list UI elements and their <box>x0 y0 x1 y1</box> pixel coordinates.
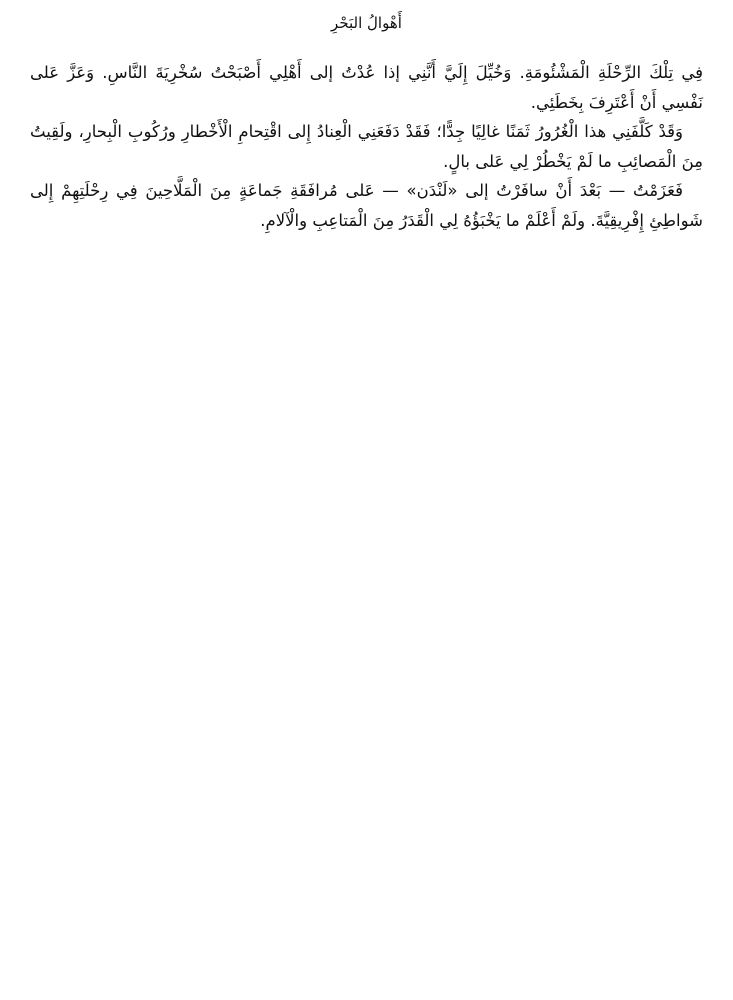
page-title: أَهْوالُ البَحْرِ <box>331 14 402 32</box>
paragraph-3: فَعَزَمْتُ — بَعْدَ أَنْ سافَرْتُ إلى «لَنْدَن» — عَلى مُرافَقَةِ جَماعَةٍ مِنَ الْمَلَّاحِينَ فِي رِحْلَتِهِمْ إِلى شَواطِئِ إِفْرِيقِيَّةَ. ولَمْ أَعْلَمْ ما يَخْبَؤُهُ لِي الْقَدَرُ مِنَ الْمَتاعِبِ والْآلامِ. <box>30 181 703 230</box>
paragraph-1: فِي تِلْكَ الرِّحْلَةِ الْمَشْئُومَةِ. وَخُيِّلَ إِلَيَّ أَنَّنِي إذا عُدْتُ إلى أَهْلِي أَصْبَحْتُ سُخْرِيَةَ النَّاسِ. وَعَزَّ عَلى نَفْسِي أَنْ أَعْتَرِفَ بِخَطَئِي. <box>30 63 703 112</box>
body-text <box>30 58 703 235</box>
paragraph-2: وَقَدْ كَلَّفَنِي هذا الْغُرُورُ ثَمَنًا غالِيًا جِدًّا؛ فَقَدْ دَفَعَنِي الْعِنادُ إِلى اقْتِحامِ الْأَخْطارِ ورُكُوبِ الْبِحارِ، ولَقِيتُ مِنَ الْمَصائِبِ ما لَمْ يَخْطُرْ لِي عَلى بالٍ. <box>30 122 703 171</box>
